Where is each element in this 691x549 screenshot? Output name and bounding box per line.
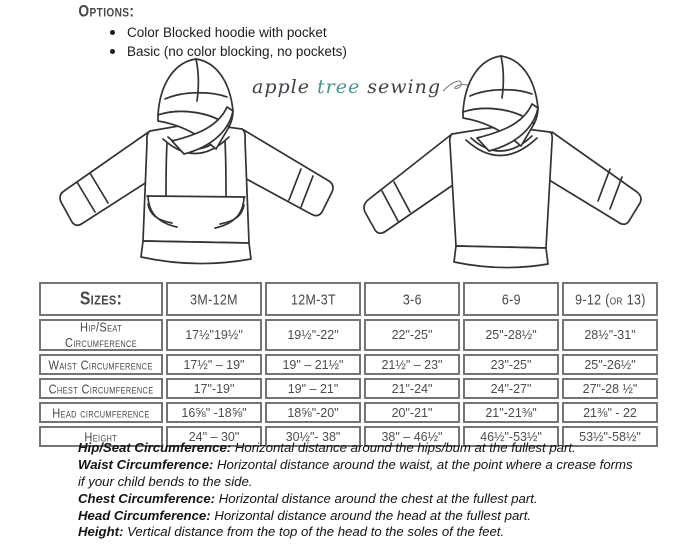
size-cell: 24" – 30" xyxy=(166,426,262,447)
table-row-hip-seat xyxy=(39,319,658,351)
definition-term: Head Circumference: xyxy=(78,507,211,523)
size-cell: 17"-19" xyxy=(166,378,262,399)
definition-text: Vertical distance from the top of the head to the soles of the feet. xyxy=(123,524,505,540)
size-cell: 46½"-53½" xyxy=(463,426,559,447)
row-label: Height xyxy=(84,428,118,445)
options-list xyxy=(76,24,347,60)
definition-text: Horizontal distance around the chest at the fullest part. xyxy=(215,490,538,506)
definition-head xyxy=(78,508,634,525)
size-cell: 53½"-58½" xyxy=(562,426,658,447)
size-cell: 20"-21" xyxy=(364,402,460,423)
column-header-label: 12M-3T xyxy=(290,290,336,308)
size-chart-table xyxy=(36,279,661,450)
column-header-3m-12m xyxy=(166,282,262,316)
options-section xyxy=(76,3,347,62)
logo-word-sewing: sewing xyxy=(367,76,442,98)
size-cell: 23"-25" xyxy=(463,354,559,375)
option-label: Basic (no color blocking, no pockets) xyxy=(127,44,347,59)
column-header-label: 3M-12M xyxy=(190,290,238,308)
size-cell: 19" – 21" xyxy=(265,378,361,399)
column-header-3-6 xyxy=(364,282,460,316)
option-label: Color Blocked hoodie with pocket xyxy=(127,25,327,40)
sizes-label-cell xyxy=(39,282,163,316)
size-cell: 19" – 21½" xyxy=(265,354,361,375)
table-row-waist xyxy=(39,354,658,375)
row-label-cell xyxy=(39,319,163,351)
row-label: Hip/Seat Circumference xyxy=(64,319,138,351)
column-header-label: 6-9 xyxy=(501,290,521,308)
size-cell: 17½" – 19" xyxy=(166,354,262,375)
row-label-cell xyxy=(39,378,163,399)
definition-text: Horizontal distance around the head at the fullest part. xyxy=(210,507,532,523)
size-cell: 21⅜" - 22 xyxy=(562,402,658,423)
definition-height xyxy=(78,524,634,541)
colorblocked-hoodie-illustration xyxy=(46,57,344,269)
definition-text: Horizontal distance around the hips/bum at the fullest part. xyxy=(231,440,576,455)
size-cell: 18⅝"-20" xyxy=(265,402,361,423)
table-row-head xyxy=(39,402,658,423)
size-cell: 22"-25" xyxy=(364,319,460,351)
size-cell: 24"-27" xyxy=(463,378,559,399)
size-cell: 17½"19½" xyxy=(166,319,262,351)
column-header-label: 9-12 (or 13) xyxy=(574,290,646,308)
column-header-12m-3t xyxy=(265,282,361,316)
size-cell: 30½"- 38" xyxy=(265,426,361,447)
size-cell: 27"-28 ½" xyxy=(562,378,658,399)
table-header-row xyxy=(39,282,658,316)
size-cell: 25"-28½" xyxy=(463,319,559,351)
logo-word-tree: tree xyxy=(317,76,361,98)
hoodie-drawing-right xyxy=(364,56,641,268)
list-item xyxy=(110,24,347,41)
row-label-cell xyxy=(39,354,163,375)
size-cell: 21"-21⅜" xyxy=(463,402,559,423)
size-cell: 38" – 46½" xyxy=(364,426,460,447)
definition-term: Height: xyxy=(78,524,124,540)
size-cell: 16⅝" -18⅝" xyxy=(166,402,262,423)
sizes-label: Sizes: xyxy=(79,288,123,309)
bullet-icon xyxy=(110,49,115,54)
definition-hip-seat xyxy=(78,440,634,457)
bullet-icon xyxy=(110,30,115,35)
column-header-9-12 xyxy=(562,282,658,316)
column-header-6-9 xyxy=(463,282,559,316)
table-row-chest xyxy=(39,378,658,399)
row-label: Waist Circumference xyxy=(48,356,154,373)
size-cell: 28½"-31" xyxy=(562,319,658,351)
row-label: Chest Circumference xyxy=(48,380,154,397)
definition-term: Hip/Seat Circumference: xyxy=(78,440,232,455)
definition-term: Chest Circumference: xyxy=(78,490,216,506)
size-cell: 21½" – 23" xyxy=(364,354,460,375)
hoodie-drawing-left xyxy=(60,59,333,264)
definition-waist xyxy=(78,457,634,491)
row-label: Head circumference xyxy=(52,404,150,421)
basic-hoodie-illustration xyxy=(352,54,650,269)
options-heading: Options: xyxy=(78,2,135,21)
logo-word-apple: apple xyxy=(252,76,310,98)
column-header-label: 3-6 xyxy=(402,290,422,308)
size-cell: 25"-26½" xyxy=(562,354,658,375)
definition-text: Horizontal distance around the waist, at the point where a crease forms if your child bends to the side. xyxy=(78,456,633,489)
measurement-definitions xyxy=(78,440,634,541)
definition-term: Waist Circumference: xyxy=(78,456,214,472)
size-cell: 19½"-22" xyxy=(265,319,361,351)
size-cell: 21"-24" xyxy=(364,378,460,399)
row-label-cell xyxy=(39,402,163,423)
definition-chest xyxy=(78,491,634,508)
